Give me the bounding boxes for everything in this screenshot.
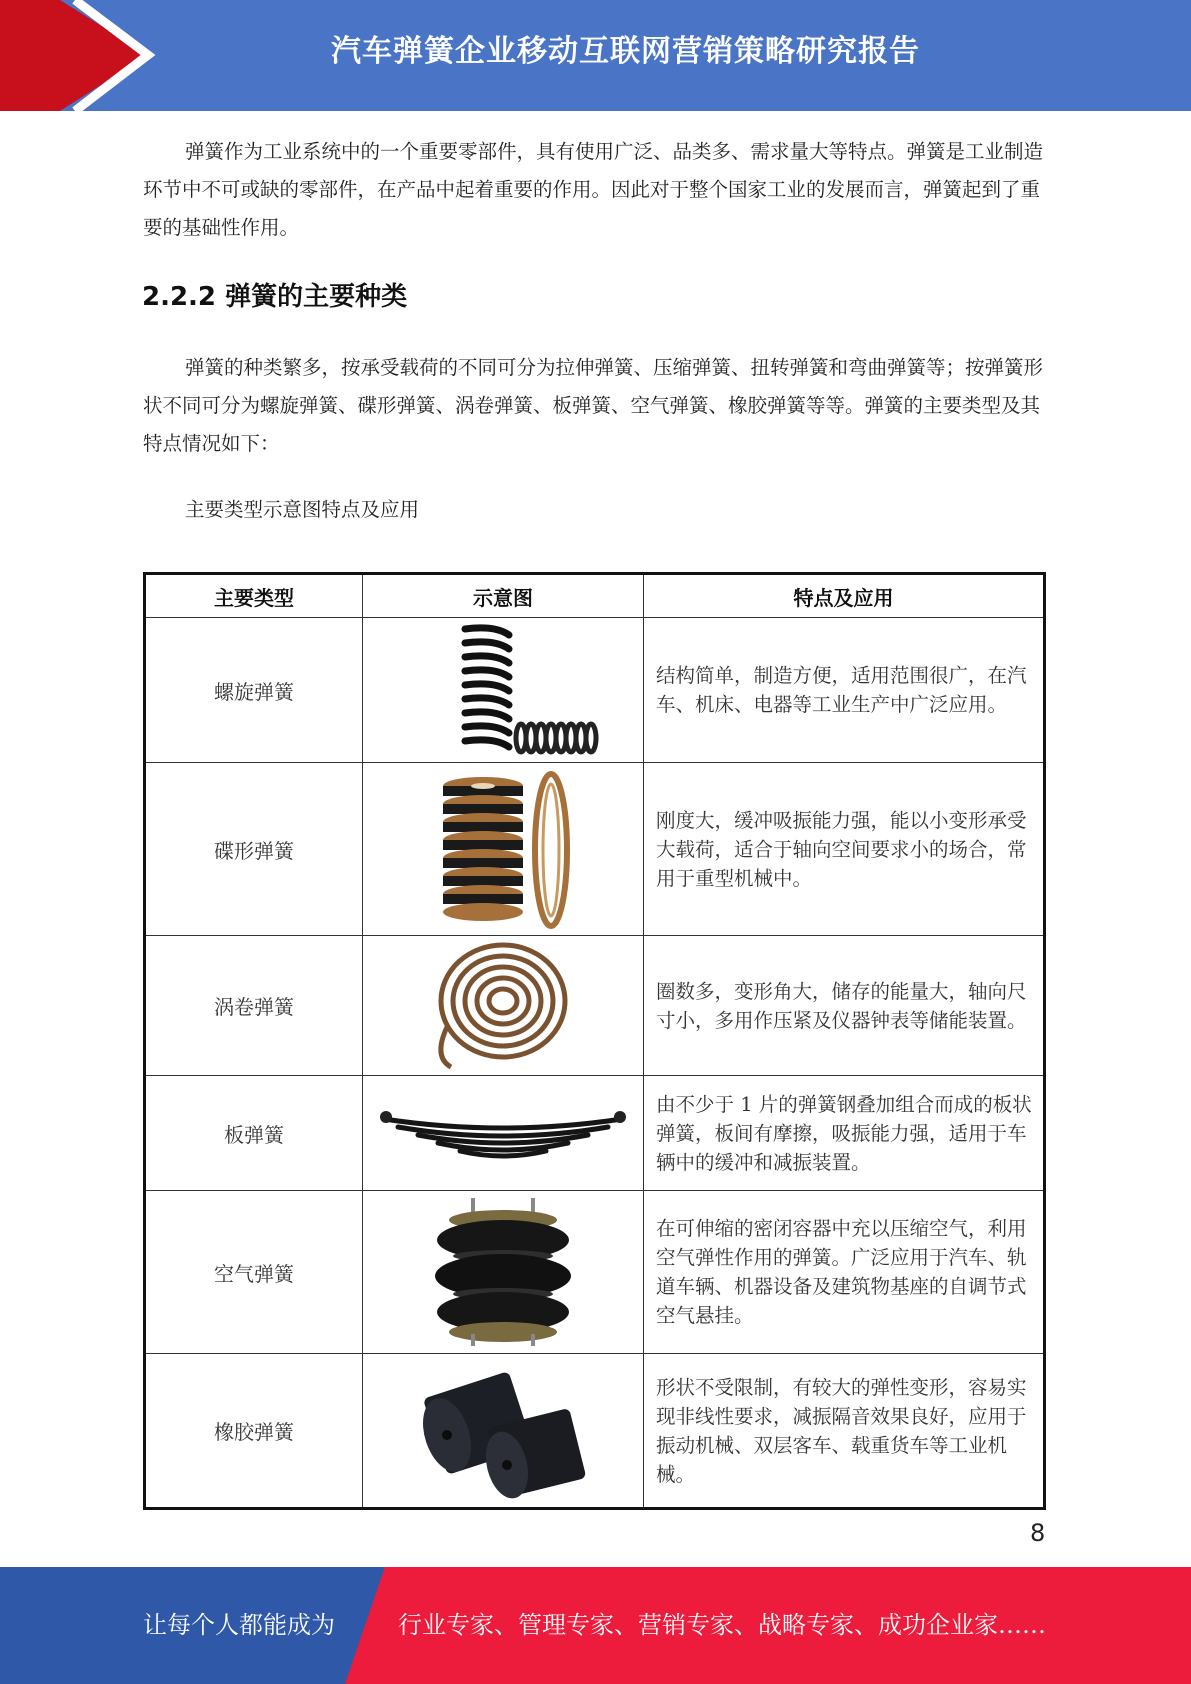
type-name: 空气弹簧 (145, 1191, 363, 1354)
disc-spring-image (363, 763, 644, 936)
page-header (0, 0, 1191, 111)
header-diagram: 示意图 (363, 574, 644, 618)
feature-text: 由不少于 1 片的弹簧钢叠加组合而成的板状弹簧，板间有摩擦，吸振能力强，适用于车辆中的缓冲和减振装置。 (644, 1076, 1045, 1191)
header-type: 主要类型 (145, 574, 363, 618)
table-header-row (145, 574, 1045, 618)
types-paragraph: 弹簧的种类繁多，按承受载荷的不同可分为拉伸弹簧、压缩弹簧、扭转弹簧和弯曲弹簧等；按弹簧形状不同可分为螺旋弹簧、碟形弹簧、涡卷弹簧、板弹簧、空气弹簧、橡胶弹簧等等。弹簧的主要类型及其特点情况如下： (143, 356, 1044, 455)
air-spring-image (363, 1191, 644, 1354)
table-row (145, 936, 1045, 1076)
type-name: 螺旋弹簧 (145, 618, 363, 763)
spiral-spring-image (363, 936, 644, 1076)
spring-types-table (143, 572, 1046, 1510)
page-number: 8 (1030, 1519, 1046, 1547)
leaf-spring-image (363, 1076, 644, 1191)
type-name: 板弹簧 (145, 1076, 363, 1191)
page-footer (0, 1567, 1191, 1684)
header-features: 特点及应用 (644, 574, 1045, 618)
rubber-spring-image (363, 1354, 644, 1509)
coil-spring-image (363, 618, 644, 763)
table-row (145, 763, 1045, 936)
table-row (145, 1354, 1045, 1509)
feature-text: 结构简单，制造方便，适用范围很广，在汽车、机床、电器等工业生产中广泛应用。 (644, 618, 1045, 763)
type-name: 涡卷弹簧 (145, 936, 363, 1076)
section-heading: 2.2.2 弹簧的主要种类 (142, 282, 408, 312)
table-row (145, 1076, 1045, 1191)
table-row (145, 618, 1045, 763)
type-name: 碟形弹簧 (145, 763, 363, 936)
feature-text: 圈数多，变形角大，储存的能量大，轴向尺寸小，多用作压紧及仪器钟表等储能装置。 (644, 936, 1045, 1076)
type-name: 橡胶弹簧 (145, 1354, 363, 1509)
feature-text: 刚度大，缓冲吸振能力强，能以小变形承受大载荷，适合于轴向空间要求小的场合，常用于重型机械中。 (644, 763, 1045, 936)
feature-text: 形状不受限制，有较大的弹性变形，容易实现非线性要求，减振隔音效果良好，应用于振动机械、双层客车、载重货车等工业机械。 (644, 1354, 1045, 1509)
footer-slogan-right: 行业专家、管理专家、营销专家、战略专家、成功企业家…… (398, 1611, 1046, 1639)
footer-slogan-left: 让每个人都能成为 (143, 1611, 335, 1639)
table-caption: 主要类型示意图特点及应用 (185, 498, 420, 521)
feature-text: 在可伸缩的密闭容器中充以压缩空气，利用空气弹性作用的弹簧。广泛应用于汽车、轨道车辆、机器设备及建筑物基座的自调节式空气悬挂。 (644, 1191, 1045, 1354)
intro-paragraph: 弹簧作为工业系统中的一个重要零部件，具有使用广泛、品类多、需求量大等特点。弹簧是工业制造环节中不可或缺的零部件，在产品中起着重要的作用。因此对于整个国家工业的发展而言，弹簧起到了重要的基础性作用。 (143, 140, 1044, 239)
table-row (145, 1191, 1045, 1354)
report-title: 汽车弹簧企业移动互联网营销策略研究报告 (331, 34, 920, 69)
